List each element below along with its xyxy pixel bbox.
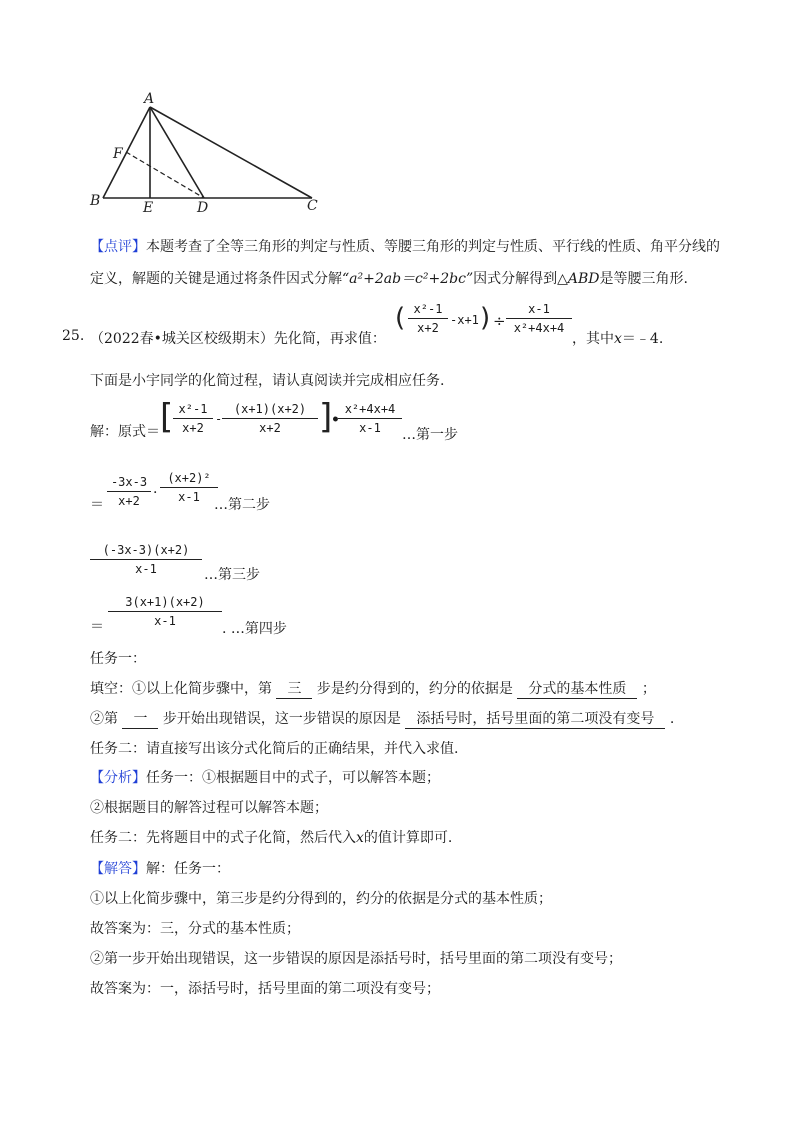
step-3-denominator: x-1 — [135, 562, 157, 576]
step-1-fraction-2 — [222, 401, 318, 436]
task-1-fill-c: ； — [641, 681, 656, 697]
intro-text: 下面是小宇同学的化简过程，请认真阅读并完成相应任务. — [90, 373, 445, 389]
step-1-tag: …第一步 — [402, 427, 458, 443]
step-1-minus: - — [215, 412, 223, 426]
task-1-fill-line — [90, 678, 656, 699]
label-B: B — [90, 193, 101, 209]
analysis-line-3 — [90, 827, 452, 847]
step-2-fraction-1 — [107, 474, 151, 509]
step-3-numerator: (-3x-3)(x+2) — [102, 543, 190, 557]
comment-triangle-abd: ABD — [567, 271, 600, 287]
comment-expression: “a²+2ab＝c²+2bc” — [342, 271, 474, 287]
expr-fraction-2-denominator: x²+4x+4 — [513, 321, 565, 335]
analysis-text-3b: 的值计算即可. — [363, 830, 453, 846]
label-F: F — [113, 146, 123, 162]
step-1-label: 解：原式＝ — [90, 424, 160, 440]
label-D: D — [197, 200, 209, 216]
answer-line-3: 故答案为：三，分式的基本性质； — [90, 921, 300, 937]
answer-line-5: 故答案为：一，添括号时，括号里面的第二项没有变号； — [90, 981, 440, 997]
step-4-tag: . …第四步 — [222, 621, 287, 637]
task-1-fill-b: 步是约分得到的，约分的依据是 — [316, 681, 513, 697]
step-2-fraction-1-numerator: -3x-3 — [110, 475, 148, 489]
analysis-line-2: ②根据题目的解答过程可以解答本题； — [90, 800, 328, 816]
step-2-fraction-1-denominator: x+2 — [118, 494, 140, 508]
step-1-fraction-3-numerator: x²+4x+4 — [344, 402, 396, 416]
task-1-q2-a: ②第 — [90, 711, 118, 727]
step-2-equals: ＝ — [90, 497, 104, 513]
step-1-fraction-1 — [173, 401, 213, 436]
task-1-q2-c: . — [669, 711, 675, 727]
step-2-tag: …第二步 — [214, 497, 270, 513]
problem-source: （2022春•城关区校级期末）先化简，再求值： — [90, 331, 386, 347]
step-1-close-bracket: ] — [319, 397, 333, 437]
expr-fraction-1-numerator: x²-1 — [413, 302, 443, 316]
step-1-fraction-3-denominator: x-1 — [359, 421, 381, 435]
analysis-variable-x: x — [356, 830, 364, 846]
task-1-q2-blank-2: 添括号时，括号里面的第二项没有变号 — [405, 708, 665, 729]
task-2-text: 任务二：请直接写出该分式化简后的正确结果，并代入求值. — [90, 741, 459, 757]
problem-tail-a: ，其中 — [572, 331, 614, 347]
comment-text-1: 本题考查了全等三角形的判定与性质、等腰三角形的判定与性质、平行线的性质、角平分线的 — [146, 239, 720, 255]
answer-line-4: ②第一步开始出现错误，这一步错误的原因是添括号时，括号里面的第二项没有变号； — [90, 951, 622, 967]
step-2-dot: · — [153, 485, 158, 501]
step-1-fraction-3 — [338, 401, 402, 436]
step-4-denominator: x-1 — [154, 614, 176, 628]
comment-line-1 — [90, 236, 720, 256]
answer-tag: 【解答】 — [90, 861, 146, 877]
expr-minus-part: -x+1 — [450, 313, 479, 327]
step-1-fraction-2-denominator: x+2 — [259, 421, 281, 435]
answer-line-1 — [90, 858, 230, 878]
step-2-fraction-2 — [160, 470, 218, 505]
step-3-fraction — [90, 542, 202, 577]
step-2-fraction-2-denominator: x-1 — [178, 490, 200, 504]
label-C: C — [307, 198, 318, 214]
step-1-open-bracket: [ — [160, 397, 174, 437]
segment-AC — [150, 107, 312, 198]
answer-text-1: 解：任务一： — [146, 861, 230, 877]
label-E: E — [143, 200, 154, 216]
expr-close-paren: ) — [480, 303, 491, 333]
comment-text-2b: 因式分解得到△ — [473, 271, 568, 287]
step-1-fraction-2-numerator: (x+1)(x+2) — [233, 402, 307, 416]
expr-fraction-1-denominator: x+2 — [417, 321, 439, 335]
problem-number: 25. — [62, 328, 85, 344]
task-1-title: 任务一： — [90, 651, 146, 667]
comment-line-2 — [90, 268, 688, 288]
step-4-fraction — [108, 594, 222, 629]
analysis-text-1: 任务一：①根据题目中的式子，可以解答本题； — [146, 770, 440, 786]
analysis-text-3a: 任务二：先将题目中的式子化简，然后代入 — [90, 830, 356, 846]
step-3-tag: …第三步 — [204, 567, 260, 583]
task-1-question-2-line — [90, 708, 674, 729]
label-A: A — [144, 91, 155, 107]
expr-fraction-1 — [408, 301, 448, 336]
task-1-answer-blank-2: 分式的基本性质 — [517, 678, 637, 699]
answer-line-2: ①以上化简步骤中，第三步是约分得到的，约分的依据是分式的基本性质； — [90, 891, 552, 907]
comment-text-2a: 定义，解题的关键是通过将条件因式分解 — [90, 271, 342, 287]
task-1-q2-b: 步开始出现错误，这一步错误的原因是 — [162, 711, 401, 727]
comment-tag: 【点评】 — [90, 239, 146, 255]
step-1-dot: • — [331, 412, 340, 428]
segment-FD — [126, 152, 204, 198]
task-1-q2-blank-1: 一 — [122, 708, 158, 729]
step-4-numerator: 3(x+1)(x+2) — [125, 595, 205, 609]
expr-fraction-2 — [506, 301, 572, 336]
analysis-tag: 【分析】 — [90, 770, 146, 786]
segment-AB — [103, 107, 150, 198]
expr-divide: ÷ — [493, 312, 506, 330]
task-1-answer-blank-1: 三 — [276, 678, 312, 699]
step-4-equals: ＝ — [90, 619, 104, 635]
problem-tail — [572, 328, 663, 348]
problem-tail-b: ＝﹣4. — [621, 331, 664, 347]
problem-variable-x: x — [614, 331, 622, 347]
expr-open-paren: ( — [395, 303, 406, 333]
expr-fraction-2-numerator: x-1 — [528, 302, 550, 316]
step-2-fraction-2-numerator: (x+2)² — [167, 471, 211, 485]
step-1-fraction-1-denominator: x+2 — [182, 421, 204, 435]
task-1-fill-a: 填空：①以上化简步骤中，第 — [90, 681, 272, 697]
comment-text-2c: 是等腰三角形. — [599, 271, 688, 287]
step-1-fraction-1-numerator: x²-1 — [178, 402, 208, 416]
segment-AD — [150, 107, 204, 198]
analysis-line-1 — [90, 767, 440, 787]
